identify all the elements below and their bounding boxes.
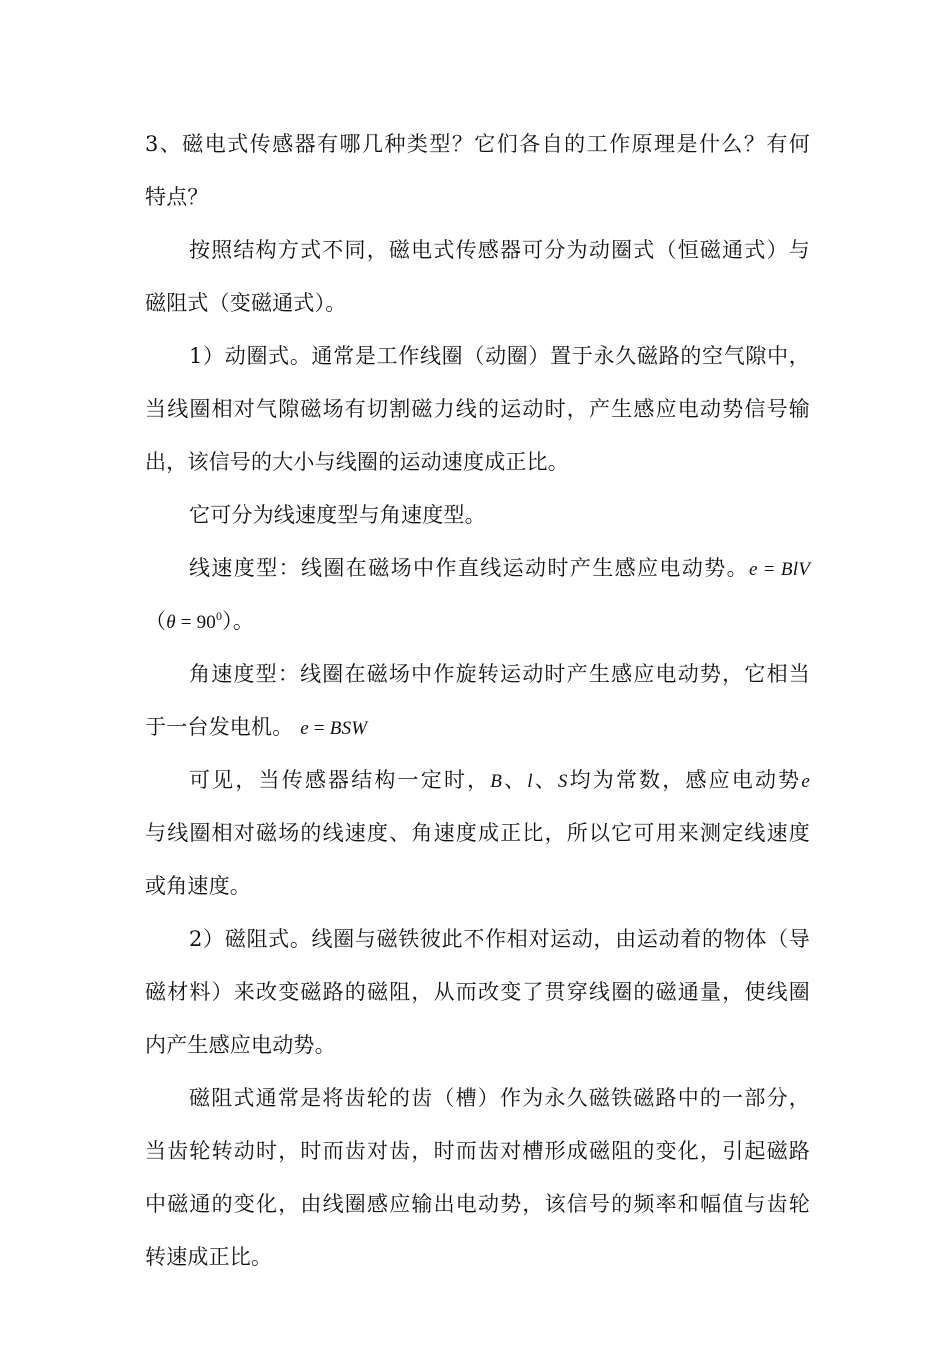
angular-line-2: 于一台发电机。 e = BSW [145,715,368,739]
linear-formula: e = BlV [749,559,810,580]
types-paragraph [145,489,810,542]
linear-condition: $(\theta = 90^0)$。 [145,609,255,633]
moving-coil-line-2: 当线圈相对气隙磁场有切割磁力线的运动时，产生感应电动势信号输 [145,397,810,421]
types-line-1: 它可分为线速度型与角速度型。 [189,503,486,527]
question-line-1: 3、磁电式传感器有哪几种类型？它们各自的工作原理是什么？有何 [145,132,810,156]
intro-paragraph [145,224,810,330]
conclusion-line-3: 或角速度。 [145,874,251,898]
document-page [145,118,810,1284]
reluctance-line-1: 2）磁阻式。线圈与磁铁彼此不作相对运动，由运动着的物体（导 [189,927,810,951]
moving-coil-line-3: 出，该信号的大小与线圈的运动速度成正比。 [145,450,569,474]
conclusion-paragraph [145,754,810,913]
linear-velocity-paragraph [145,542,810,648]
reluctance-paragraph [145,913,810,1072]
gear-line-1: 磁阻式通常是将齿轮的齿（槽）作为永久磁铁磁路中的一部分， [189,1086,810,1110]
reluctance-line-2: 磁材料）来改变磁路的磁阻，从而改变了贯穿线圈的磁通量，使线圈 [145,980,810,1004]
moving-coil-paragraph [145,330,810,489]
gear-paragraph [145,1072,810,1284]
angular-velocity-paragraph [145,648,810,754]
gear-line-4: 转速成正比。 [145,1245,273,1269]
theta-condition: $\theta = 90^0$ [166,609,223,633]
intro-line-2: 磁阻式（变磁通式）。 [145,291,347,315]
angular-formula: e = BSW [300,718,368,739]
question-paragraph [145,118,810,224]
conclusion-line-1: 可见，当传感器结构一定时，B、l、S均为常数，感应电动势e [189,768,810,792]
linear-text: 线速度型：线圈在磁场中作直线运动时产生感应电动势。 [189,556,750,580]
question-line-2: 特点？ [145,185,209,209]
gear-line-2: 当齿轮转动时，时而齿对齿，时而齿对槽形成磁阻的变化，引起磁路 [145,1139,810,1163]
conclusion-line-2: 与线圈相对磁场的线速度、角速度成正比，所以它可用来测定线速度 [145,821,810,845]
reluctance-line-3: 内产生感应电动势。 [145,1033,336,1057]
intro-line-1: 按照结构方式不同，磁电式传感器可分为动圈式（恒磁通式）与 [189,238,810,262]
linear-line-1 [145,542,810,595]
angular-line-1: 角速度型：线圈在磁场中作旋转运动时产生感应电动势，它相当 [189,662,810,686]
moving-coil-line-1: 1）动圈式。通常是工作线圈（动圈）置于永久磁路的空气隙中， [189,344,810,368]
gear-line-3: 中磁通的变化，由线圈感应输出电动势，该信号的频率和幅值与齿轮 [145,1192,810,1216]
